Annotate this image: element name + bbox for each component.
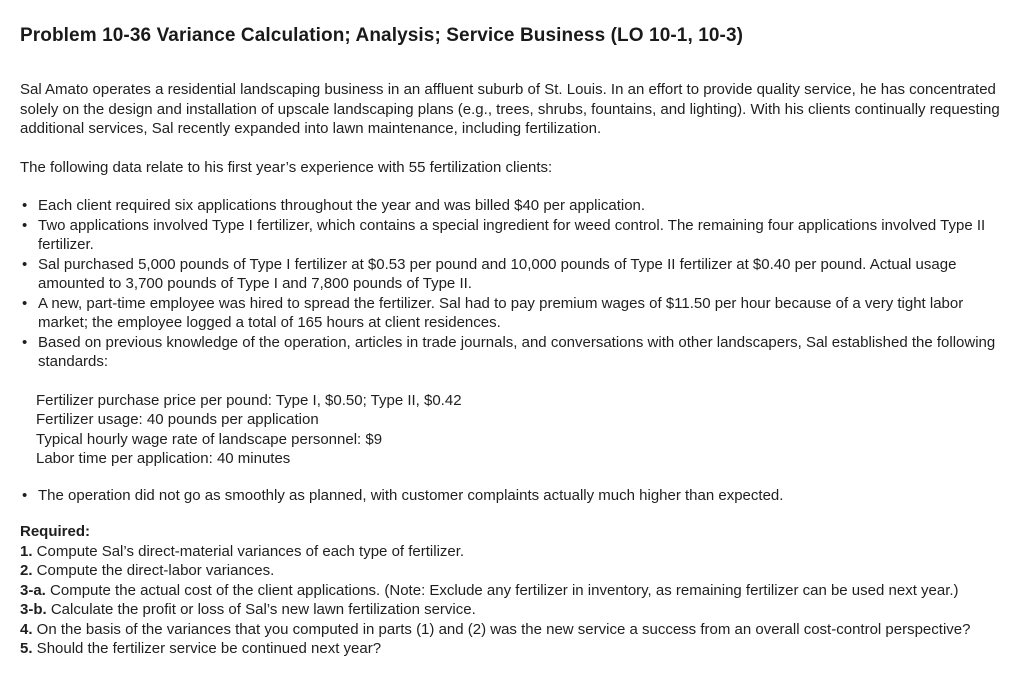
list-item: • Each client required six applications throughout the year and was billed $40 per application. [38,196,1014,216]
required-item-number: 4. [20,620,33,638]
required-item-number: 5. [20,640,33,657]
standard-line: Fertilizer usage: 40 pounds per application [36,411,319,428]
required-item-text: Compute the direct-labor variances. [32,562,275,579]
required-item [20,620,1014,640]
problem-title: Problem 10-36 Variance Calculation; Analysis; Service Business (LO 10-1, 10-3) [20,25,744,46]
standard-line: Fertilizer purchase price per pound: Type I, $0.50; Type II, $0.42 [36,391,462,409]
required-item [20,600,1014,620]
intro-paragraph: Sal Amato operates a residential landscaping business in an affluent suburb of St. Louis. In an effort to provide quality service, he has concentrated solely on the design and installation of upscale landscaping plans (e.g., trees, shrubs, fountains, and lighting). With his clients continually requesting additional services, Sal recently expanded into lawn maintenance, including fertilization. [20,81,1000,137]
required-item-text: Compute Sal’s direct-material variances of each type of fertilizer. [32,542,465,560]
list-item: • Two applications involved Type I fertilizer, which contains a special ingredient for weed control. The remaining four applications involved Type II fertilizer. [38,216,1014,255]
required-item [20,561,1014,581]
required-section [20,522,1014,659]
required-item-text: Should the fertilizer service be continued next year? [32,640,382,657]
required-heading: Required: [20,523,91,540]
required-item-text: On the basis of the variances that you computed in parts (1) and (2) was the new service a success from an overall cost-control perspective? [32,620,971,638]
list-item: • The operation did not go as smoothly as planned, with customer complaints actually much higher than expected. [38,486,1014,506]
list-item: • Sal purchased 5,000 pounds of Type I fertilizer at $0.53 per pound and 10,000 pounds of Type II fertilizer at $0.40 per pound. Actual usage amounted to 3,700 pounds of Type I and 7,800 pounds of Type II. [38,255,1014,294]
required-item-number: 3-a. [20,581,46,599]
required-item [20,542,1014,562]
required-item-number: 3-b. [20,601,47,618]
required-item [20,639,1014,659]
standards-block [36,391,1014,469]
standard-line: Typical hourly wage rate of landscape personnel: $9 [36,430,383,448]
data-lead-paragraph: The following data relate to his first year’s experience with 55 fertilization clients: [20,158,553,176]
list-item: • A new, part-time employee was hired to spread the fertilizer. Sal had to pay premium wages of $11.50 per hour because of a very tight labor market; the employee logged a total of 165 hours at client residences. [38,294,1014,333]
list-item: • Based on previous knowledge of the operation, articles in trade journals, and conversations with other landscapers, Sal established the following standards: [38,333,1014,372]
data-bullet-list [20,196,1014,372]
standard-line: Labor time per application: 40 minutes [36,450,291,467]
final-bullet-list [20,486,1014,506]
required-item-text: Calculate the profit or loss of Sal’s new lawn fertilization service. [46,601,476,618]
required-item-number: 2. [20,562,33,579]
required-item-number: 1. [20,542,33,560]
required-item [20,581,1014,601]
required-item-text: Compute the actual cost of the client applications. (Note: Exclude any fertilizer in inventory, as remaining fertilizer can be used next year.) [45,581,959,599]
